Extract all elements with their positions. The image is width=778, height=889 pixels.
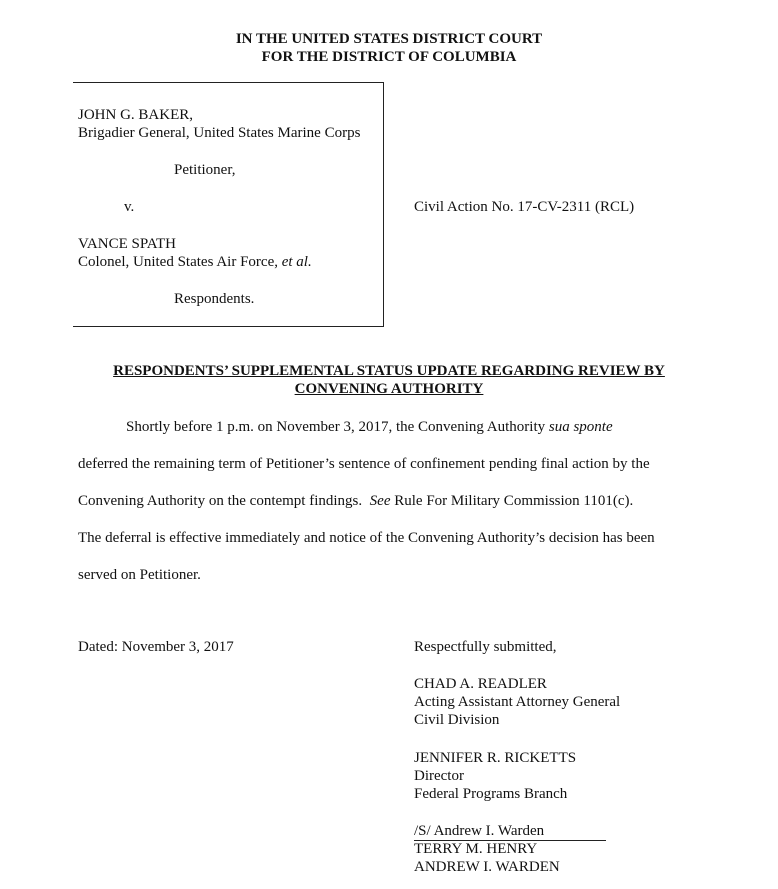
versus: v. — [124, 199, 135, 215]
body-line-3-rule: Rule For Military Commission 1101(c). — [394, 493, 634, 509]
court-heading-line2: FOR THE DISTRICT OF COLUMBIA — [261, 49, 517, 65]
signatory-1-division: Civil Division — [414, 712, 500, 728]
signatory-1-title: Acting Assistant Attorney General — [414, 694, 621, 710]
body-sua-sponte: sua sponte — [548, 419, 613, 435]
petitioner-name: JOHN G. BAKER, — [78, 107, 194, 123]
petitioner-title: Brigadier General, United States Marine Corps — [78, 125, 361, 141]
respondent-etal: et al. — [281, 254, 312, 270]
civil-action-number: Civil Action No. 17-CV-2311 (RCL) — [414, 199, 635, 215]
signatory-2-title: Director — [414, 768, 464, 784]
body-line-3-text: Convening Authority on the contempt findings. — [78, 493, 363, 509]
respondent-title-text: Colonel, United States Air Force, — [78, 254, 278, 270]
body-line-1 — [126, 418, 613, 436]
body-line-4: The deferral is effective immediately and notice of the Convening Authority’s decision has been — [78, 530, 655, 546]
signatory-4-name: ANDREW I. WARDEN — [414, 859, 560, 875]
document-title-line2: CONVENING AUTHORITY — [294, 381, 484, 397]
signatory-1-name: CHAD A. READLER — [414, 676, 547, 692]
respondent-name: VANCE SPATH — [78, 236, 176, 252]
respondent-title — [78, 253, 312, 271]
signatory-2-name: JENNIFER R. RICKETTS — [414, 750, 577, 766]
body-line-3 — [78, 492, 633, 510]
body-line-2: deferred the remaining term of Petitioner’s sentence of confinement pending final action by the — [78, 456, 650, 472]
respondent-role: Respondents. — [174, 291, 255, 307]
respectfully-submitted: Respectfully submitted, — [414, 639, 557, 655]
body-see: See — [369, 493, 391, 509]
electronic-signature-text: /S/ Andrew I. Warden — [414, 823, 606, 841]
electronic-signature — [414, 822, 606, 841]
petitioner-role: Petitioner, — [174, 162, 236, 178]
dated-line: Dated: November 3, 2017 — [78, 639, 234, 655]
signatory-2-branch: Federal Programs Branch — [414, 786, 568, 802]
document-title-line1: RESPONDENTS’ SUPPLEMENTAL STATUS UPDATE REGARDING REVIEW BY — [113, 363, 665, 379]
body-line-5: served on Petitioner. — [78, 567, 201, 583]
signatory-3-name: TERRY M. HENRY — [414, 841, 538, 857]
document-title — [70, 362, 708, 398]
court-heading-line1: IN THE UNITED STATES DISTRICT COURT — [235, 31, 543, 47]
court-heading — [0, 30, 778, 66]
body-line-1-text: Shortly before 1 p.m. on November 3, 2017, the Convening Authority — [126, 419, 546, 435]
